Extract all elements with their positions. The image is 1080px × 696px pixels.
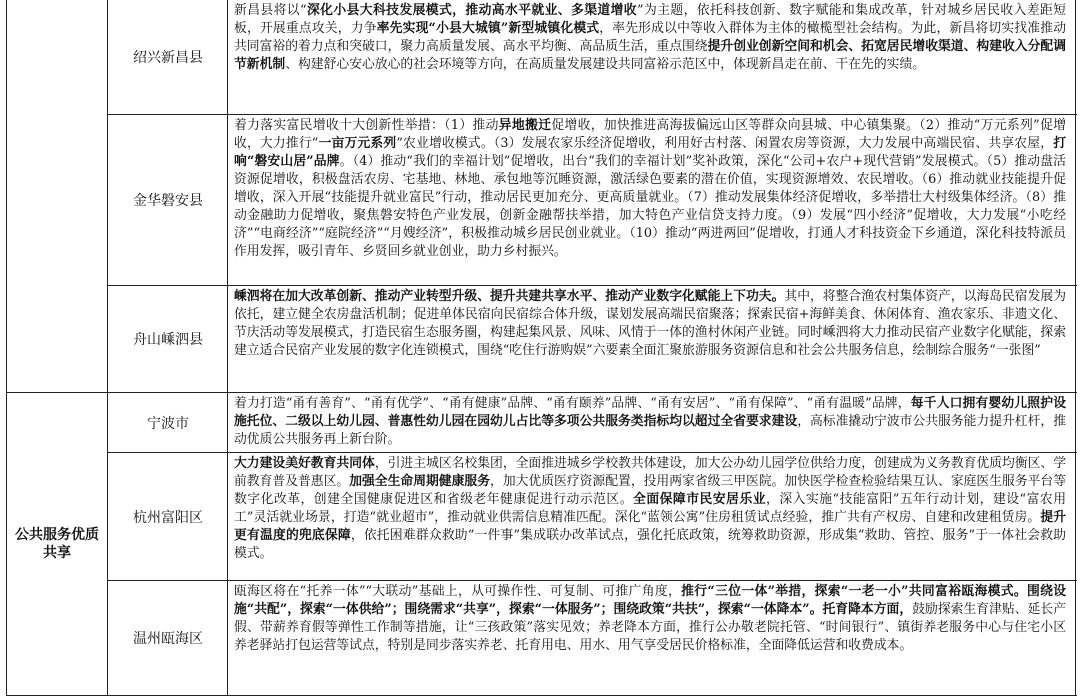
highlighted-text: 每千人口拥有婴幼儿照护设施托位、二级以上幼儿园、普惠性幼儿园在园幼儿占比等多项公共服务类指标均以超过全省要求建设 <box>234 396 1067 429</box>
body-text: 着力打造“甬有善育”、“甬有优学”、“甬有健康”品牌、“甬有颐养”品牌、“甬有安居”、“甬有保障”、“甬有温暖”品牌， <box>234 396 911 411</box>
body-text: ”农业增收模式。（3）发展农家乐经济促增收，利用好古村落、闲置农房等资源，大力发展中高端民宿、共享农屋， <box>396 136 1054 151</box>
highlighted-text: 提升更有温度的兜底保障 <box>234 510 1066 543</box>
highlighted-text: 率先实现“小县大城镇”新型城镇化模式 <box>376 21 600 36</box>
category-cell <box>7 393 107 695</box>
body-text: 鼓励探索生育津贴、延长产假、带薪养育假等弹性工作制等措施，让“三孩政策”落实见效；养老降本方面，推行公办敬老院托管、“时间银行”、镇街养老服务中心与住宅小区养老驿站打包运营等试点，特别是同步落实养老、托育用电、用水、用气享受居民价格标准，全面降低运营和收费成本。 <box>234 602 1066 653</box>
region-label: 舟山嵊泗县 <box>133 332 203 348</box>
highlighted-text: 打响“磐安山居”品牌 <box>234 136 1066 169</box>
region-cell <box>108 453 228 580</box>
region-cell <box>108 0 228 114</box>
highlighted-text: 加强全生命周期健康服务 <box>349 474 491 489</box>
region-label: 温州瓯海区 <box>133 631 203 647</box>
region-cell <box>108 115 228 285</box>
body-text: ，高标准撬动宁波市公共服务能力提升杠杆，推动优质公共服务再上新台阶。 <box>234 414 1067 447</box>
region-cell <box>108 581 228 695</box>
body-text: ，依托困难群众救助“一件事”集成联办改革试点，强化托底政策，统筹救助资源，形成集“救助、管控、服务”于一体社会救助模式。 <box>234 528 1067 561</box>
highlighted-text: 提升创业创新空间和机会、拓宽居民增收渠道、构建收入分配调节新机制 <box>234 39 1067 72</box>
body-text: 着力落实富民增收十大创新性举措：（1）推动 <box>234 118 499 133</box>
policy-table <box>6 0 1077 696</box>
content-cell <box>228 581 1072 695</box>
region-cell <box>108 286 228 392</box>
region-label: 绍兴新昌县 <box>133 50 203 66</box>
body-text: 瓯海区将在“托养一体”“大联动”基础上，从可操作性、可复制、可推广角度， <box>234 584 682 599</box>
highlighted-text: 推行“三位一体”举措，探索“一老一小”共同富裕瓯海模式。 <box>681 584 1027 599</box>
category-label: 公共服务优质共享 <box>15 527 99 561</box>
content-cell <box>228 393 1072 452</box>
body-text: 促增收，加快推进高海拔偏远山区等群众向县城、中心镇集聚。（2）推动“万元系列”促增收，大力推行“ <box>234 118 1066 151</box>
body-text: ”为主题，依托科技创新、数字赋能和集成改革，针对城乡居民收入差距短板，开展重点攻关，力争 <box>234 3 1067 36</box>
body-text: 、构建舒心安心放心的社会环境等方向，在高质量发展建设共同富裕示范区中，体现新昌走在前、干在先的实绩。 <box>285 57 926 72</box>
content-cell <box>228 115 1072 285</box>
body-text: 新昌县将以“ <box>234 3 307 18</box>
highlighted-text: 嵊泗将在加大改革创新、推动产业转型升级、提升共建共享水平、推动产业数字化赋能上下功夫。 <box>234 289 785 304</box>
body-text: 其中，将整合渔农村集体资产，以海岛民宿发展为依托，建立健全农房盘活机制；促进单体民宿向民宿综合体升级，谋划发展高端民宿聚落；探索民宿+海鲜美食、休闲体育、渔农家乐、非遗文化、节庆活动等发展模式，打造民宿生态服务圈，构建起集风景、风味、风情于一体的渔村休闲产业链。同时嵊泗将大力推动民宿产业数字化赋能，探索建立适合民宿产业发展的数字化连锁模式，围绕“吃住行游购娱”六要素全面汇聚旅游服务资源信息和社会公共服务信息，绘制综合服务“一张图” <box>234 289 1067 358</box>
region-cell <box>108 393 228 452</box>
region-label: 宁波市 <box>147 415 189 432</box>
content-cell <box>228 453 1072 580</box>
body-text: ，深入实施“技能富阳”五年行动计划，建设“富农用工”灵活就业场景，打造“就业超市”，推动就业供需信息精准匹配。深化“蓝领公寓”住房租赁试点经验，推广共有产权房、自建和改建租赁房。 <box>234 492 1066 525</box>
highlighted-text: 异地搬迁 <box>498 118 552 133</box>
body-text: ，加大优质医疗资源配置，投用两家省级三甲医院。加快医学检查检验结果互认、家庭医生服务平台等数字化改革，创建全国健康促进区和省级老年健康促进行动示范区。 <box>234 474 1067 507</box>
content-cell <box>228 286 1072 392</box>
region-label: 金华磐安县 <box>133 193 203 209</box>
right-border <box>1075 0 1076 696</box>
highlighted-text: 全面保障市民安居乐业 <box>633 492 767 507</box>
body-text: ，率先形成以中等收入群体为主体的橄榄型社会结构。为此，新昌将切实找准推动共同富裕的着力点和突破口，聚力高质量发展、高水平均衡、高品质生活，重点围绕 <box>234 21 1067 54</box>
content-cell <box>228 0 1072 114</box>
region-label: 杭州富阳区 <box>133 509 203 526</box>
highlighted-text: 深化小县大科技发展模式，推动高水平就业、多渠道增收 <box>306 3 638 18</box>
body-text: ，引进主城区名校集团，全面推进城乡学校教共体建设，加大公办幼儿园学位供给力度，创建成为义务教育优质均衡区、学前教育普及普惠区。 <box>234 456 1067 489</box>
highlighted-text: 围绕设施“共配”，探索“一体供给”；围绕需求“共享”，探索“一体服务”；围绕政策“共扶”，探索“一体降本”。托育降本方面， <box>234 584 1067 617</box>
highlighted-text: 大力建设美好教育共同体 <box>234 456 375 471</box>
highlighted-text: 一亩万元系列 <box>318 136 397 151</box>
body-text: 。（4）推动“我们的幸福计划”促增收，出台“我们的幸福计划”奖补政策，深化“公司+农户+现代营销”发展模式。（5）推动盘活资源促增收，积极盘活农房、宅基地、林地、承包地等沉睡资源，激活绿色要素的潜在价值，实现资源增效、农民增收。（6）推动就业技能提升促增收，深入开展“技能提升就业富民”行动，推动居民更加充分、更高质量就业。（7）推动发展集体经济促增收，多举措壮大村级集体经济。（8）推动金融助力促增收，聚焦磐安特色产业发展，创新金融帮扶举措，加大特色产业信贷支持力度。（9）发展“四小经济”促增收，大力发展“小吃经济”“电商经济”“庭院经济”“月嫂经济”，积极推动城乡居民创业就业。（10）推动“两进两回”促增收，打通人才科技资金下乡通道，深化科技特派员作用发挥，吸引青年、乡贤回乡就业创业，助力乡村振兴。 <box>234 154 1066 259</box>
